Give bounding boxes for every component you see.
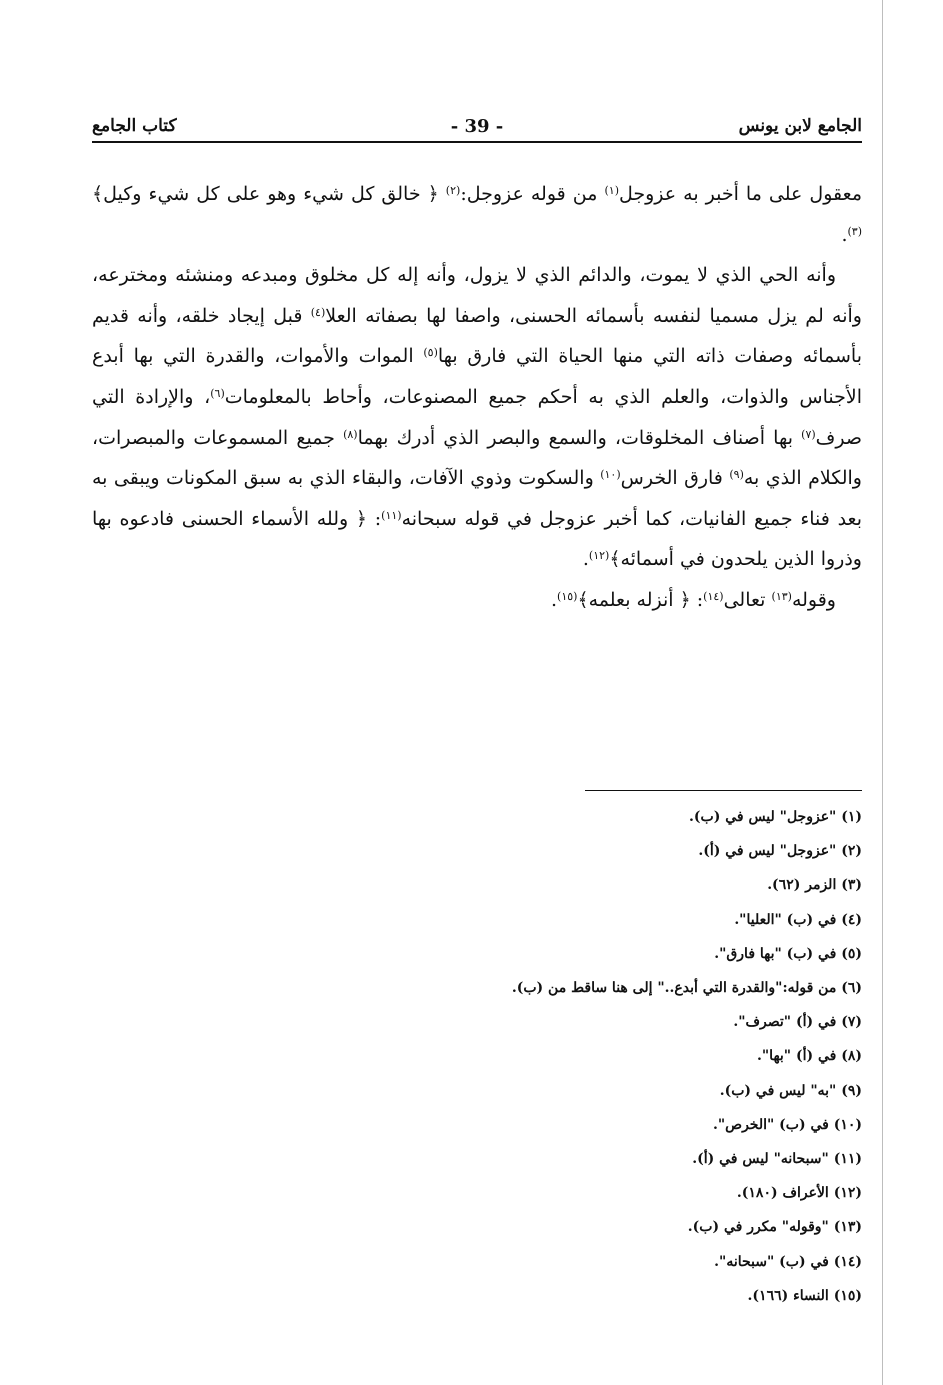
footnote-ref: (١٤)	[703, 589, 724, 603]
footnote-item: (١٠) في (ب) "الخرص".	[712, 1116, 862, 1133]
footnote-ref: (١٥)	[557, 589, 578, 603]
text-run: ﴿ خالق كل شيء وهو على كل شيء وكيل﴾	[92, 183, 446, 205]
footnote-item: (١١) "سبحانه" ليس في (أ).	[692, 1151, 862, 1168]
footnote-item: (٥) في (ب) "بها فارق".	[714, 945, 862, 962]
text-run: والسكوت وذوي الآفات، والبقاء الذي به سبق المكونات ويبقى به بعد فناء جميع الفانيات، كما أخبر عزوجل في قوله سبحانه	[92, 467, 862, 530]
footnote-ref: (١)	[604, 184, 619, 197]
footnotes-list	[92, 800, 862, 1313]
paragraph-3	[92, 580, 862, 621]
text-run: : ﴿ أنزله بعلمه﴾	[577, 588, 704, 611]
text-run: جميع المسموعات والمبصرات، والكلام الذي به	[92, 426, 862, 490]
footnote-item: (١٣) "وقوله" مكرر في (ب).	[687, 1219, 862, 1236]
header-book-title: كتاب الجامع	[92, 116, 177, 136]
text-run: معقول على ما أخبر به عزوجل	[618, 183, 862, 205]
text-run: من قوله عزوجل:	[460, 183, 605, 205]
footnote-item: (١) "عزوجل" ليس في (ب).	[689, 809, 862, 825]
footnote-ref: (٤)	[310, 305, 326, 319]
footnote-item: (٢) "عزوجل" ليس في (أ).	[698, 843, 862, 860]
footnote-item: (٦) من قوله:"والقدرة التي أبدع.." إلى هنا ساقط من (ب).	[511, 980, 862, 997]
header-divider	[92, 141, 862, 143]
page-edge-line	[882, 0, 883, 1385]
paragraph-2	[92, 255, 862, 580]
footnote-ref: (٢)	[445, 184, 461, 197]
header-book-author: الجامع لابن يونس	[738, 116, 862, 136]
main-text	[92, 174, 862, 621]
footnote-ref: (١٠)	[600, 468, 621, 482]
text-run: قبل إيجاد خلقه، وأنه قديم بأسمائه وصفات ذاته التي منها الحياة التي فارق بها	[92, 304, 862, 368]
text-run: .	[841, 223, 848, 246]
footnote-ref: (٨)	[343, 427, 358, 441]
text-run: : ﴿ ولله الأسماء الحسنى فادعوه بها وذروا الذين يلحدون في أسمائه﴾	[92, 507, 862, 571]
footnote-item: (٨) في (أ) "بها".	[757, 1048, 862, 1065]
footnote-item: (٧) في (أ) "تصرف".	[733, 1014, 862, 1031]
text-run: وأنه الحي الذي لا يموت، والدائم الذي لا يزول، وأنه إله كل مخلوق ومبدعه ومنشئه ومخترعه، وأنه لم يزل مسميا لنفسه بأسمائه الحسنى، واصفا لها بصفاته العلا	[92, 264, 862, 327]
footnote-item: (١٥) النساء (١٦٦).	[747, 1287, 862, 1304]
paragraph-1	[92, 174, 862, 255]
footnote-item: (١٢) الأعراف (١٨٠).	[736, 1185, 862, 1202]
footnote-ref: (٥)	[423, 346, 438, 360]
footnote-item: (٣) الزمر (٦٢).	[767, 877, 862, 894]
footnote-ref: (٧)	[801, 427, 816, 441]
footnote-ref: (١١)	[381, 508, 402, 522]
footnote-ref: (١٢)	[588, 549, 610, 563]
text-run: بها أصناف المخلوقات، والسمع والبصر الذي أدرك بهما	[357, 426, 802, 449]
text-run: الموات والأموات، والقدرة التي بها أبدع الأجناس والذوات، والعلم الذي به أحكم جميع المصنوعات، وأحاط بالمعلومات	[92, 345, 862, 408]
text-run: وقوله	[791, 588, 836, 611]
footnote-item: (١٤) في (ب) "سبحانه".	[714, 1253, 862, 1270]
page-number: - 39 -	[450, 116, 504, 137]
text-run: تعالى	[723, 588, 772, 611]
footnote-separator	[585, 790, 862, 791]
footnote-ref: (١٣)	[771, 589, 792, 603]
footnote-item: (٩) "به" ليس في (ب).	[719, 1082, 862, 1099]
text-run: .	[550, 588, 558, 611]
footnote-item: (٤) في (ب) "العليا".	[734, 911, 862, 928]
text-run: فارق الخرس	[620, 467, 730, 490]
footnote-ref: (٩)	[729, 468, 744, 482]
running-header	[92, 112, 862, 152]
text-run: ، والإرادة التي صرف	[92, 385, 862, 449]
footnote-ref: (٣)	[847, 224, 862, 238]
footnote-ref: (٦)	[210, 386, 225, 400]
text-run: .	[582, 548, 589, 571]
